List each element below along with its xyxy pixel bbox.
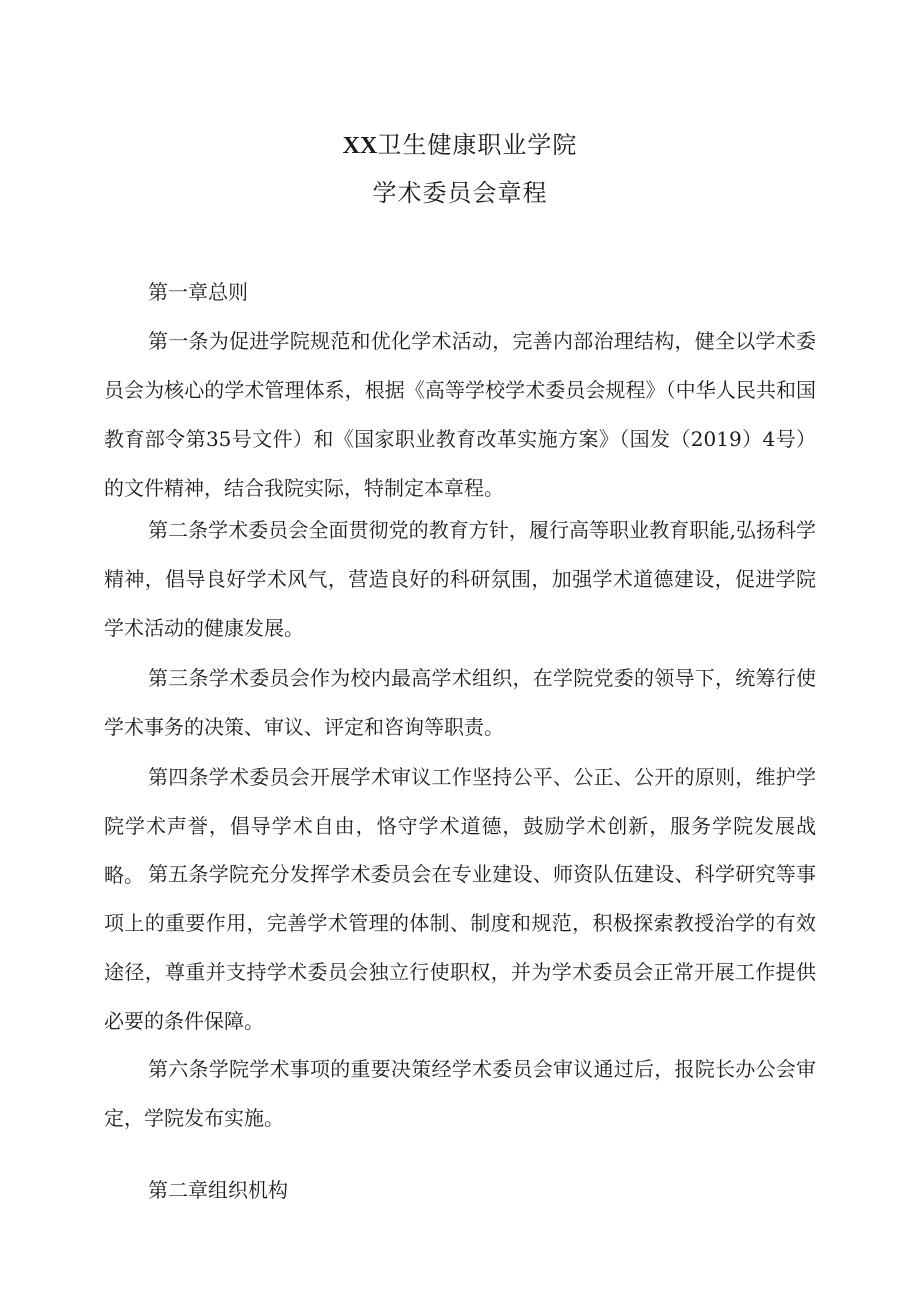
document-title-line1 (0, 130, 920, 161)
chapter-1-heading: 第一章总则 (148, 280, 248, 304)
chapter-2-heading: 第二章组织机构 (148, 1178, 288, 1202)
document-title-line2: 学术委员会章程 (372, 179, 548, 207)
article-4: 第四条学术委员会开展学术审议工作坚持公平、公正、公开的原则，维护学院学术声誉，倡导学术自由，恪守学术道德，鼓励学术创新，服务学院发展战略。 (104, 765, 816, 887)
title-institution: 卫生健康职业学院 (377, 131, 578, 159)
article-3: 第三条学术委员会作为校内最高学术组织，在学院党委的领导下，统筹行使学术事务的决策、审议、评定和咨询等职责。 (104, 666, 816, 739)
article-2: 第二条学术委员会全面贯彻党的教育方针，履行高等职业教育职能,弘扬科学精神，倡导良好学术风气，营造良好的科研氛围，加强学术道德建设，促进学院学术活动的健康发展。 (104, 518, 816, 640)
article-6: 第六条学院学术事项的重要决策经学术委员会审议通过后，报院长办公会审定，学院发布实施。 (104, 1057, 816, 1130)
article-1: 第一条为促进学院规范和优化学术活动，完善内部治理结构，健全以学术委员会为核心的学术管理体系，根据《高等学校学术委员会规程》（中华人民共和国教育部令第35号文件）和《国家职业教育改革实施方案》（国发（2019）4号）的文件精神，结合我院实际，特制定本章程。 (104, 329, 816, 500)
title-prefix: XX (342, 133, 378, 159)
article-5: 第五条学院充分发挥学术委员会在专业建设、师资队伍建设、科学研究等事项上的重要作用，完善学术管理的体制、制度和规范，积极探索教授治学的有效途径，尊重并支持学术委员会独立行使职权，并为学术委员会正常开展工作提供必要的条件保障。 (104, 862, 816, 1033)
